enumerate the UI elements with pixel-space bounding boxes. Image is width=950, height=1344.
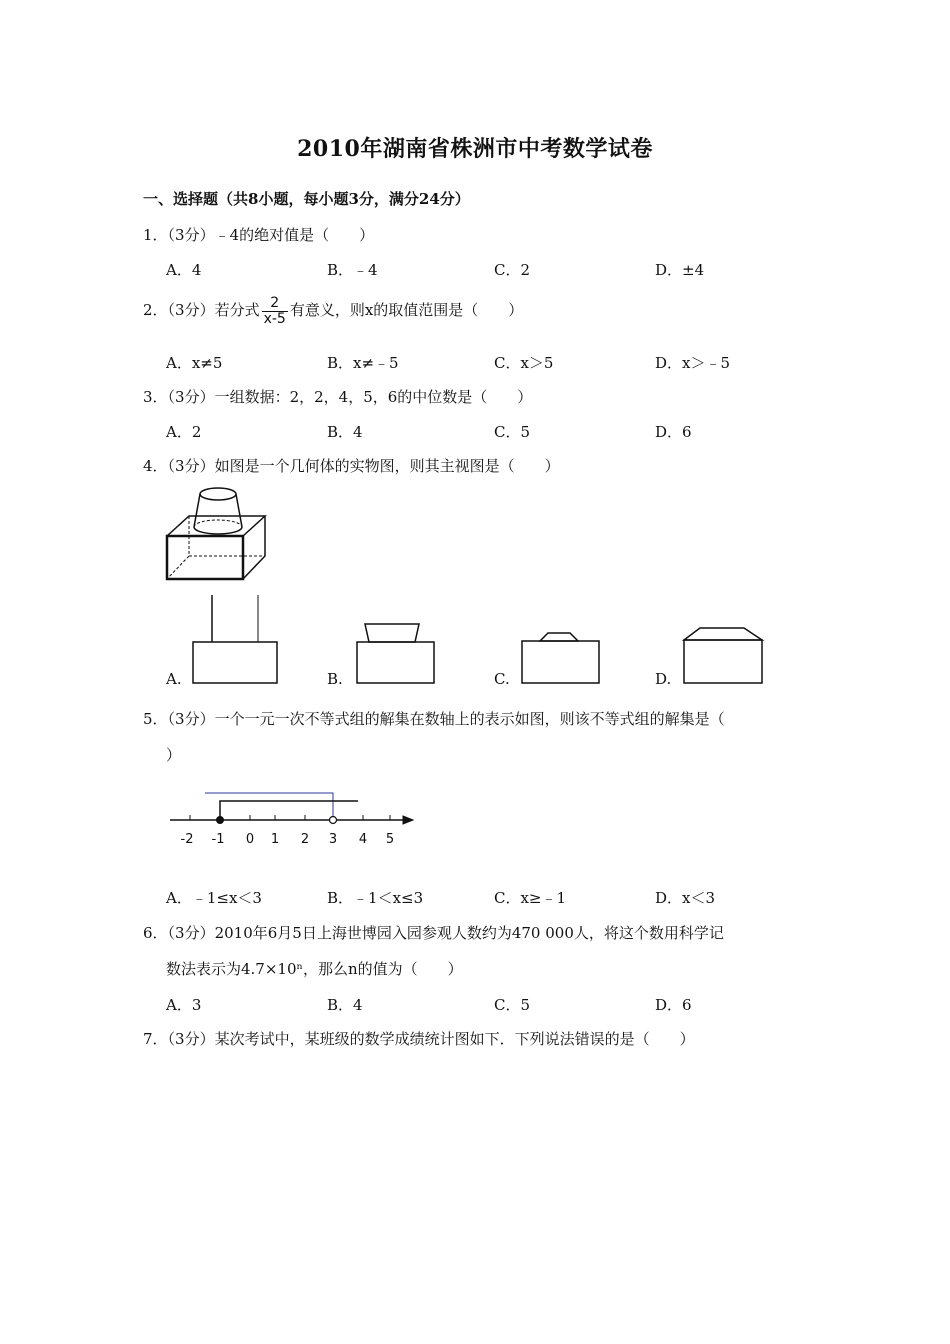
q4-figure-c <box>518 628 604 688</box>
section-heading: 一、选择题（共8小题，每小题3分，满分24分） <box>143 190 470 208</box>
q1-option-c: C．2 <box>494 261 531 279</box>
q2-suffix: 有意义，则x的取值范围是（ ） <box>289 301 524 320</box>
question-6: 6．（3分）2010年6月5日上海世博园入园参观人数约为470 000人，将这个数用科学记 <box>143 924 724 942</box>
tick-label: -1 <box>211 832 225 847</box>
q3-option-a: A．2 <box>166 423 202 441</box>
number-line <box>165 786 420 850</box>
q2-option-a: A．x≠5 <box>166 354 223 372</box>
q2-option-c: C．x＞5 <box>494 354 554 372</box>
fraction <box>262 296 288 326</box>
fraction-numerator: 2 <box>270 295 280 311</box>
question-7: 7．（3分）某次考试中，某班级的数学成绩统计图如下．下列说法错误的是（ ） <box>143 1030 695 1048</box>
tick-label: 0 <box>245 832 255 847</box>
tick-label: -2 <box>180 832 194 847</box>
q1-option-b: B．﹣4 <box>327 261 378 279</box>
q2-prefix: 2．（3分）若分式 <box>143 301 260 320</box>
q3-option-c: C．5 <box>494 423 531 441</box>
q4-figure-d <box>680 624 768 688</box>
solid-figure <box>162 484 272 584</box>
open-point <box>330 817 337 824</box>
q1-option-d: D．±4 <box>655 261 705 279</box>
q4-figure-b <box>351 620 441 688</box>
q4-option-b: B. <box>327 670 343 688</box>
q6-option-d: D．6 <box>655 996 692 1014</box>
q1-option-a: A．4 <box>166 261 202 279</box>
q4-figure-a <box>190 592 282 688</box>
q5-option-d: D．x＜3 <box>655 889 716 907</box>
closed-point <box>217 817 224 824</box>
page-title: 2010年湖南省株洲市中考数学试卷 <box>297 136 653 162</box>
question-5-cont: ） <box>166 746 182 764</box>
q5-option-c: C．x≥﹣1 <box>494 889 567 907</box>
q5-option-b: B．﹣1＜x≤3 <box>327 889 424 907</box>
question-3: 3．（3分）一组数据：2，2，4，5，6的中位数是（ ） <box>143 388 533 406</box>
q4-option-a: A. <box>166 670 182 688</box>
question-4: 4．（3分）如图是一个几何体的实物图，则其主视图是（ ） <box>143 457 560 475</box>
q2-option-d: D．x＞﹣5 <box>655 354 731 372</box>
q4-option-d: D. <box>655 670 672 688</box>
q2-option-b: B．x≠﹣5 <box>327 354 399 372</box>
q6-option-a: A．3 <box>166 996 202 1014</box>
tick-label: 3 <box>328 832 338 847</box>
tick-label: 2 <box>300 832 310 847</box>
q3-option-d: D．6 <box>655 423 692 441</box>
q3-option-b: B．4 <box>327 423 363 441</box>
question-1: 1．（3分）﹣4的绝对值是（ ） <box>143 226 375 244</box>
question-6-cont: 数法表示为4.7×10ⁿ，那么n的值为（ ） <box>166 960 463 978</box>
tick-label: 4 <box>358 832 368 847</box>
question-2 <box>143 296 523 326</box>
tick-label: 1 <box>270 832 280 847</box>
q5-option-a: A．﹣1≤x＜3 <box>166 889 262 907</box>
q4-option-c: C. <box>494 670 510 688</box>
question-5: 5．（3分）一个一元一次不等式组的解集在数轴上的表示如图，则该不等式组的解集是（ <box>143 710 725 728</box>
q6-option-b: B．4 <box>327 996 363 1014</box>
fraction-denominator: x-5 <box>263 310 286 327</box>
tick-label: 5 <box>385 832 395 847</box>
q6-option-c: C．5 <box>494 996 531 1014</box>
